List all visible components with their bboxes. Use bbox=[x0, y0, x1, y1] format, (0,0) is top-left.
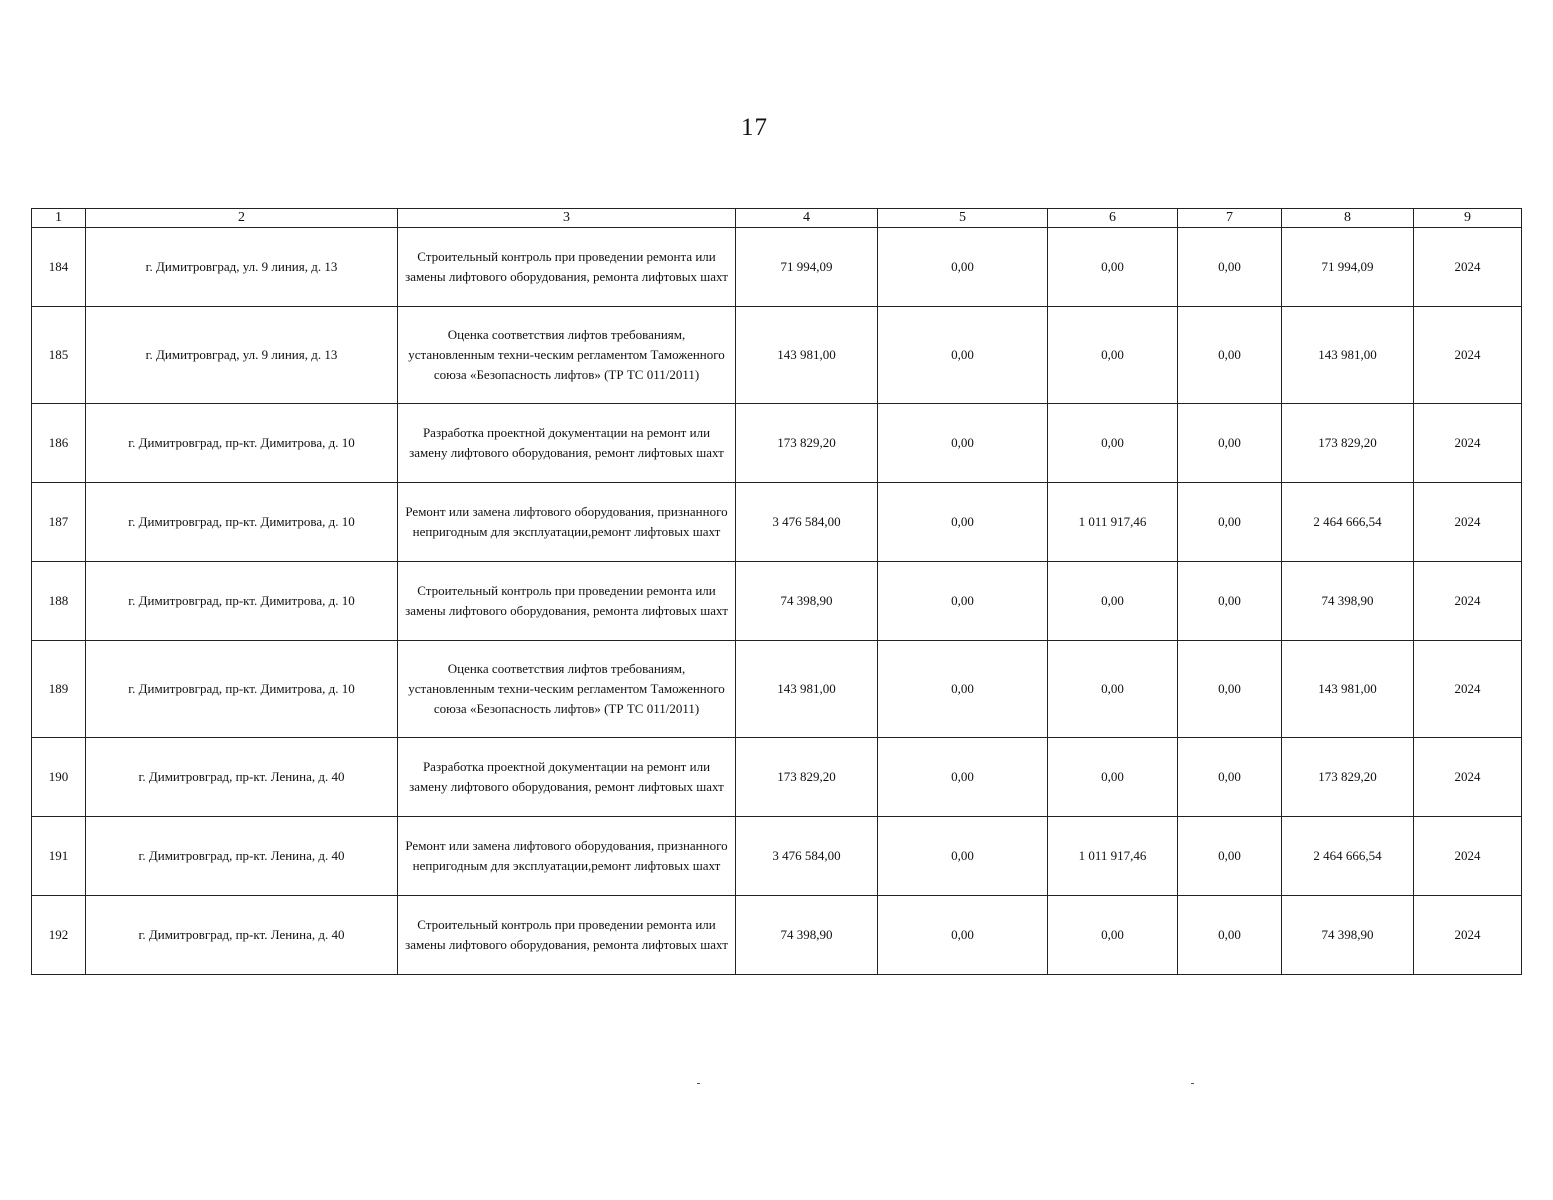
cost-col-7: 0,00 bbox=[1178, 817, 1282, 896]
work-description: Строительный контроль при проведении ремонта или замены лифтового оборудования, ремонта лифтовых шахт bbox=[398, 896, 736, 975]
table-row bbox=[32, 228, 1522, 307]
cost-col-8: 74 398,90 bbox=[1282, 562, 1414, 641]
work-description: Строительный контроль при проведении ремонта или замены лифтового оборудования, ремонта лифтовых шахт bbox=[398, 228, 736, 307]
column-header: 5 bbox=[878, 209, 1048, 228]
address-cell: г. Димитровград, пр-кт. Ленина, д. 40 bbox=[86, 738, 398, 817]
total-cost: 3 476 584,00 bbox=[736, 483, 878, 562]
work-description: Разработка проектной документации на ремонт или замену лифтового оборудования, ремонт лифтовых шахт bbox=[398, 738, 736, 817]
cost-col-5: 0,00 bbox=[878, 483, 1048, 562]
work-description: Ремонт или замена лифтового оборудования, признанного непригодным для эксплуатации,ремонт лифтовых шахт bbox=[398, 483, 736, 562]
cost-col-6: 0,00 bbox=[1048, 228, 1178, 307]
column-header: 9 bbox=[1414, 209, 1522, 228]
cost-col-7: 0,00 bbox=[1178, 641, 1282, 738]
cost-col-8: 2 464 666,54 bbox=[1282, 483, 1414, 562]
work-description: Разработка проектной документации на ремонт или замену лифтового оборудования, ремонт лифтовых шахт bbox=[398, 404, 736, 483]
address-cell: г. Димитровград, ул. 9 линия, д. 13 bbox=[86, 228, 398, 307]
table-row bbox=[32, 896, 1522, 975]
address-cell: г. Димитровград, пр-кт. Димитрова, д. 10 bbox=[86, 483, 398, 562]
year-cell: 2024 bbox=[1414, 896, 1522, 975]
table-row bbox=[32, 404, 1522, 483]
column-header: 6 bbox=[1048, 209, 1178, 228]
row-number: 186 bbox=[32, 404, 86, 483]
column-header: 1 bbox=[32, 209, 86, 228]
year-cell: 2024 bbox=[1414, 404, 1522, 483]
address-cell: г. Димитровград, пр-кт. Димитрова, д. 10 bbox=[86, 404, 398, 483]
column-header: 7 bbox=[1178, 209, 1282, 228]
table-row bbox=[32, 562, 1522, 641]
cost-col-6: 1 011 917,46 bbox=[1048, 483, 1178, 562]
cost-col-7: 0,00 bbox=[1178, 404, 1282, 483]
cost-col-6: 0,00 bbox=[1048, 562, 1178, 641]
cost-col-5: 0,00 bbox=[878, 404, 1048, 483]
cost-col-6: 0,00 bbox=[1048, 404, 1178, 483]
total-cost: 173 829,20 bbox=[736, 404, 878, 483]
cost-col-8: 173 829,20 bbox=[1282, 738, 1414, 817]
cost-col-5: 0,00 bbox=[878, 562, 1048, 641]
cost-col-8: 71 994,09 bbox=[1282, 228, 1414, 307]
row-number: 192 bbox=[32, 896, 86, 975]
row-number: 187 bbox=[32, 483, 86, 562]
works-table bbox=[31, 208, 1522, 975]
cost-col-6: 0,00 bbox=[1048, 738, 1178, 817]
cost-col-7: 0,00 bbox=[1178, 562, 1282, 641]
table-row bbox=[32, 483, 1522, 562]
total-cost: 74 398,90 bbox=[736, 896, 878, 975]
year-cell: 2024 bbox=[1414, 738, 1522, 817]
total-cost: 71 994,09 bbox=[736, 228, 878, 307]
cost-col-7: 0,00 bbox=[1178, 738, 1282, 817]
cost-col-5: 0,00 bbox=[878, 738, 1048, 817]
total-cost: 143 981,00 bbox=[736, 641, 878, 738]
cost-col-8: 2 464 666,54 bbox=[1282, 817, 1414, 896]
cost-col-8: 173 829,20 bbox=[1282, 404, 1414, 483]
cost-col-5: 0,00 bbox=[878, 641, 1048, 738]
table-row bbox=[32, 307, 1522, 404]
address-cell: г. Димитровград, пр-кт. Димитрова, д. 10 bbox=[86, 641, 398, 738]
year-cell: 2024 bbox=[1414, 307, 1522, 404]
cost-col-5: 0,00 bbox=[878, 228, 1048, 307]
row-number: 184 bbox=[32, 228, 86, 307]
cost-col-5: 0,00 bbox=[878, 896, 1048, 975]
row-number: 191 bbox=[32, 817, 86, 896]
cost-col-6: 0,00 bbox=[1048, 307, 1178, 404]
work-description: Оценка соответствия лифтов требованиям, установленным техни-ческим регламентом Таможенного союза «Безопасность лифтов» (ТР ТС 011/2011) bbox=[398, 307, 736, 404]
cost-col-6: 0,00 bbox=[1048, 896, 1178, 975]
address-cell: г. Димитровград, пр-кт. Ленина, д. 40 bbox=[86, 896, 398, 975]
cost-col-5: 0,00 bbox=[878, 817, 1048, 896]
column-header: 4 bbox=[736, 209, 878, 228]
column-header: 2 bbox=[86, 209, 398, 228]
year-cell: 2024 bbox=[1414, 562, 1522, 641]
column-header: 8 bbox=[1282, 209, 1414, 228]
cost-col-7: 0,00 bbox=[1178, 228, 1282, 307]
cost-col-8: 74 398,90 bbox=[1282, 896, 1414, 975]
cost-col-6: 1 011 917,46 bbox=[1048, 817, 1178, 896]
row-number: 185 bbox=[32, 307, 86, 404]
address-cell: г. Димитровград, пр-кт. Ленина, д. 40 bbox=[86, 817, 398, 896]
table-row bbox=[32, 641, 1522, 738]
cost-col-8: 143 981,00 bbox=[1282, 307, 1414, 404]
scan-speck bbox=[1191, 1083, 1194, 1084]
cost-col-6: 0,00 bbox=[1048, 641, 1178, 738]
address-cell: г. Димитровград, ул. 9 линия, д. 13 bbox=[86, 307, 398, 404]
row-number: 190 bbox=[32, 738, 86, 817]
address-cell: г. Димитровград, пр-кт. Димитрова, д. 10 bbox=[86, 562, 398, 641]
cost-col-7: 0,00 bbox=[1178, 483, 1282, 562]
work-description: Оценка соответствия лифтов требованиям, установленным техни-ческим регламентом Таможенного союза «Безопасность лифтов» (ТР ТС 011/2011) bbox=[398, 641, 736, 738]
total-cost: 143 981,00 bbox=[736, 307, 878, 404]
work-description: Строительный контроль при проведении ремонта или замены лифтового оборудования, ремонта лифтовых шахт bbox=[398, 562, 736, 641]
table-row bbox=[32, 738, 1522, 817]
cost-col-8: 143 981,00 bbox=[1282, 641, 1414, 738]
page-number: 17 bbox=[741, 114, 768, 141]
column-header: 3 bbox=[398, 209, 736, 228]
table-row bbox=[32, 817, 1522, 896]
cost-col-5: 0,00 bbox=[878, 307, 1048, 404]
total-cost: 74 398,90 bbox=[736, 562, 878, 641]
scan-speck bbox=[697, 1083, 700, 1084]
year-cell: 2024 bbox=[1414, 641, 1522, 738]
column-number-row bbox=[32, 209, 1522, 228]
table-body bbox=[32, 228, 1522, 975]
year-cell: 2024 bbox=[1414, 817, 1522, 896]
row-number: 188 bbox=[32, 562, 86, 641]
cost-col-7: 0,00 bbox=[1178, 896, 1282, 975]
year-cell: 2024 bbox=[1414, 483, 1522, 562]
work-description: Ремонт или замена лифтового оборудования, признанного непригодным для эксплуатации,ремонт лифтовых шахт bbox=[398, 817, 736, 896]
year-cell: 2024 bbox=[1414, 228, 1522, 307]
total-cost: 173 829,20 bbox=[736, 738, 878, 817]
cost-col-7: 0,00 bbox=[1178, 307, 1282, 404]
total-cost: 3 476 584,00 bbox=[736, 817, 878, 896]
row-number: 189 bbox=[32, 641, 86, 738]
